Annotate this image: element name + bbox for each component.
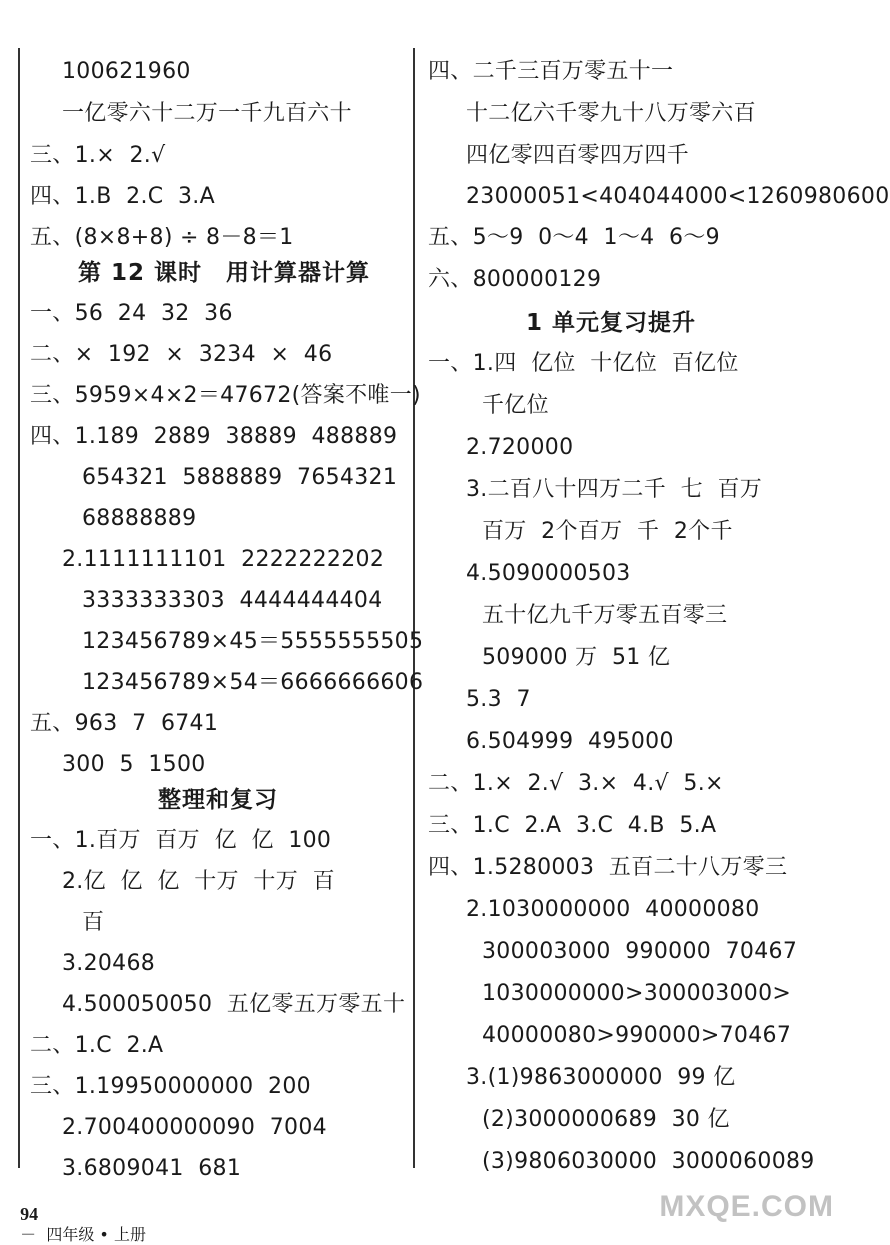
answer-line: 四亿零四百零四万四千 (466, 143, 690, 168)
answer-line: 4.5090000503 (466, 561, 631, 586)
answer-line: 一、1.百万 百万 亿 亿 100 (30, 828, 332, 853)
answer-line: 2.1111111101 2222222202 (62, 547, 385, 572)
answer-line: 23000051<404044000<1260980600 (466, 184, 890, 209)
answer-line: 一、56 24 32 36 (30, 301, 233, 326)
answer-line: 123456789×45＝5555555505 (82, 629, 424, 654)
answer-line: 68888889 (82, 506, 197, 531)
answer-line: 百万 2个百万 千 2个千 (482, 519, 733, 544)
answer-line: 千亿位 (482, 393, 549, 418)
answer-line: 一、1.四 亿位 十亿位 百亿位 (428, 351, 739, 376)
section-heading: 整理和复习 (158, 787, 278, 813)
answer-line: 2.1030000000 40000080 (466, 897, 760, 922)
answer-line: 一亿零六十二万一千九百六十 (62, 101, 352, 126)
answer-line: 百 (82, 910, 105, 935)
column-divider-rule (413, 48, 415, 1168)
answer-line: 三、1.19950000000 200 (30, 1074, 311, 1099)
answer-line: 3.(1)9863000000 99 亿 (466, 1065, 736, 1090)
answer-line: 五十亿九千万零五百零三 (482, 603, 728, 628)
answer-line: 100621960 (62, 59, 191, 84)
answer-line: 3333333303 4444444404 (82, 588, 383, 613)
answer-line: 二、1.× 2.√ 3.× 4.√ 5.× (428, 771, 724, 796)
answer-line: 300003000 990000 70467 (482, 939, 798, 964)
answer-line: 四、1.B 2.C 3.A (30, 184, 215, 209)
answer-line: 654321 5888889 7654321 (82, 465, 398, 490)
answer-line: 三、1.C 2.A 3.C 4.B 5.A (428, 813, 717, 838)
answer-line: (3)9806030000 3000060089 (482, 1149, 815, 1174)
answer-line: 40000080>990000>70467 (482, 1023, 792, 1048)
answer-line: 3.二百八十四万二千 七 百万 (466, 477, 763, 502)
answer-line: 2.700400000090 7004 (62, 1115, 327, 1140)
answer-line: 1030000000>300003000> (482, 981, 792, 1006)
page-footer (10, 1184, 146, 1245)
answer-line: 3.6809041 681 (62, 1156, 242, 1181)
answer-line: 5.3 7 (466, 687, 531, 712)
site-watermark: MXQE.COM (659, 1190, 834, 1223)
answer-line: 四、1.5280003 五百二十八万零三 (428, 855, 788, 880)
answer-line: 300 5 1500 (62, 752, 206, 777)
answer-line: 4.500050050 五亿零五万零五十 (62, 992, 406, 1017)
answer-line: 四、二千三百万零五十一 (428, 59, 674, 84)
answer-line: 二、1.C 2.A (30, 1033, 164, 1058)
section-heading: 1 单元复习提升 (526, 310, 697, 336)
section-heading: 第 12 课时 用计算器计算 (78, 260, 371, 286)
page-number: 94 (20, 1204, 39, 1224)
answer-line: (2)3000000689 30 亿 (482, 1107, 730, 1132)
grade-label: － 四年级 • 上册 (20, 1225, 146, 1244)
answer-line: 五、5～9 0～4 1～4 6～9 (428, 225, 720, 250)
answer-line: 四、1.189 2889 38889 488889 (30, 424, 398, 449)
answer-line: 十二亿六千零九十八万零六百 (466, 101, 756, 126)
answer-line: 6.504999 495000 (466, 729, 674, 754)
answer-line: 五、963 7 6741 (30, 711, 219, 736)
answer-line: 2.720000 (466, 435, 574, 460)
answer-line: 509000 万 51 亿 (482, 645, 671, 670)
answer-line: 123456789×54＝6666666606 (82, 670, 424, 695)
answer-line: 六、800000129 (428, 267, 602, 292)
answer-line: 二、× 192 × 3234 × 46 (30, 342, 333, 367)
left-margin-rule (18, 48, 20, 1168)
answer-line: 3.20468 (62, 951, 156, 976)
answer-line: 三、5959×4×2＝47672(答案不唯一) (30, 383, 421, 408)
answer-line: 三、1.× 2.√ (30, 143, 166, 168)
answer-line: 五、(8×8+8) ÷ 8－8＝1 (30, 225, 294, 250)
answer-line: 2.亿 亿 亿 十万 十万 百 (62, 869, 335, 894)
